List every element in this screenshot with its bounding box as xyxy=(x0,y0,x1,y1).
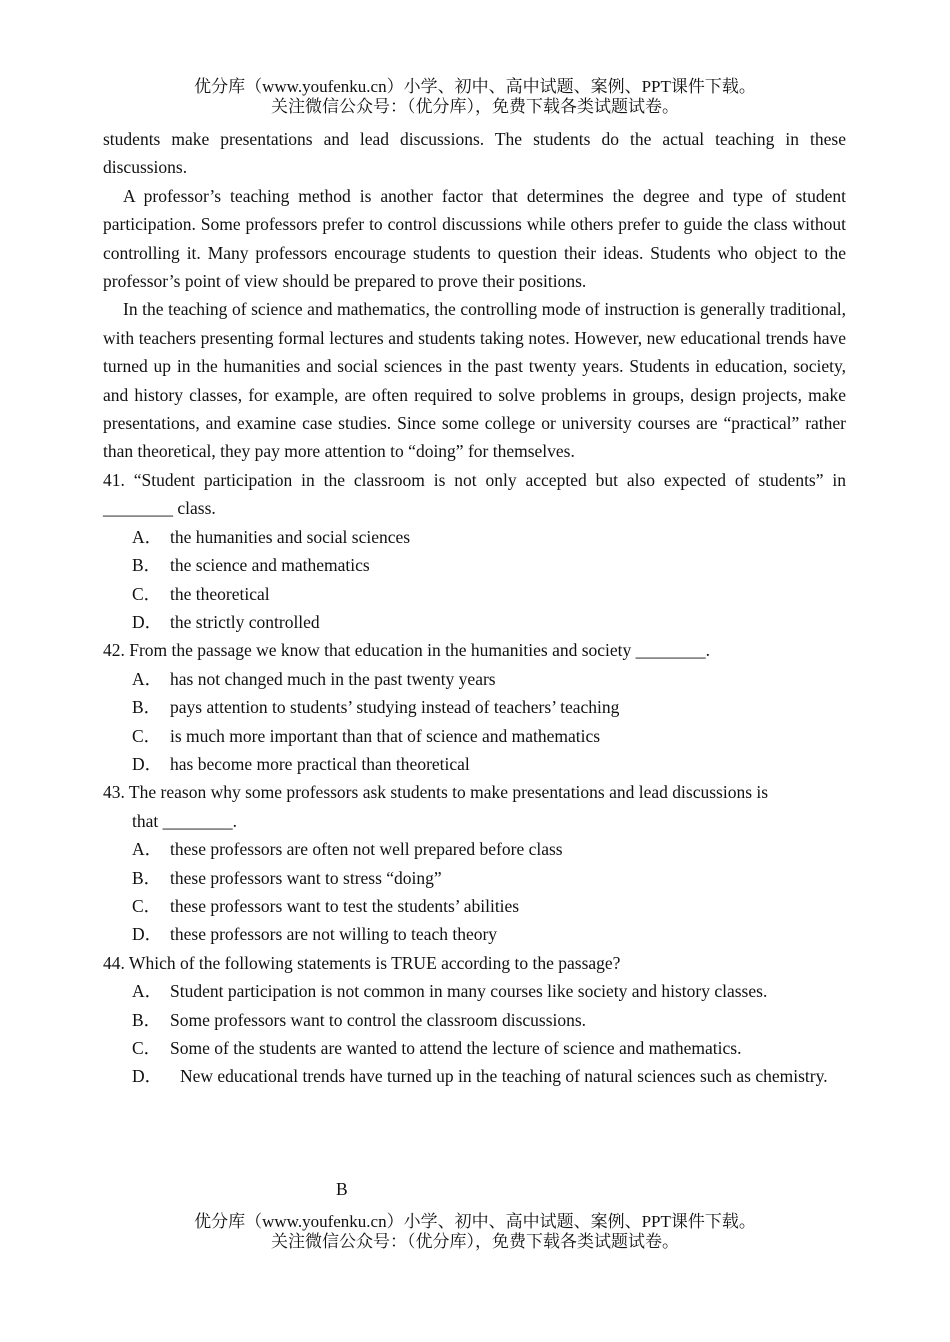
option-text: the science and mathematics xyxy=(170,555,370,576)
option-text: these professors want to stress “doing” xyxy=(170,867,442,888)
option-letter: D． xyxy=(132,611,163,632)
question-44-option-a xyxy=(103,977,846,1005)
option-text: the humanities and social sciences xyxy=(170,526,411,547)
option-letter: C． xyxy=(132,725,162,746)
option-text: Student participation is not common in many courses like society and history classes. xyxy=(170,981,768,1002)
question-44-option-d xyxy=(103,1062,846,1090)
section-label: B xyxy=(336,1179,348,1199)
header-line-2: 关注微信公众号：（优分库），免费下载各类试题试卷。 xyxy=(271,97,679,116)
question-44-option-c xyxy=(103,1034,846,1062)
option-text: has not changed much in the past twenty years xyxy=(170,668,496,689)
question-41-stem: 41. “Student participation in the classroom is not only accepted but also expected of students” in ________ class. xyxy=(103,469,846,519)
option-letter: D． xyxy=(132,1066,163,1087)
option-letter: A． xyxy=(132,981,163,1002)
footer-line-2: 关注微信公众号：（优分库），免费下载各类试题试卷。 xyxy=(271,1232,679,1251)
question-41-option-a xyxy=(103,523,846,551)
question-42-option-c xyxy=(103,722,846,750)
option-letter: A． xyxy=(132,526,163,547)
question-43-option-d xyxy=(103,920,846,948)
option-letter: A． xyxy=(132,839,163,860)
option-letter: B． xyxy=(132,555,162,576)
passage-paragraph: students make presentations and lead discussions. The students do the actual teaching in these discussions. xyxy=(103,129,846,178)
question-41-option-c xyxy=(103,580,846,608)
option-letter: B． xyxy=(132,867,162,888)
question-41-option-d xyxy=(103,608,846,636)
option-text: the theoretical xyxy=(170,583,270,604)
document-body xyxy=(103,125,846,1091)
question-42-option-b xyxy=(103,693,846,721)
option-text: these professors are often not well prepared before class xyxy=(170,839,563,860)
option-text: Some professors want to control the classroom discussions. xyxy=(170,1009,587,1030)
page-footer xyxy=(0,1212,950,1252)
passage-paragraph: In the teaching of science and mathematics, the controlling mode of instruction is generally traditional, with teachers presenting formal lectures and students taking notes. However, new educational trends have turned up in the humanities and social sciences in the past twenty years. Students in education, society, and history classes, for example, are often required to solve problems in groups, design projects, make presentations, and examine case studies. Since some college or university courses are “practical” rather than theoretical, they pay more attention to “doing” for themselves. xyxy=(103,299,846,462)
option-letter: C． xyxy=(132,895,162,916)
question-42-option-d xyxy=(103,750,846,778)
question-43-stem: 43. The reason why some professors ask students to make presentations and lead discussions is xyxy=(103,782,769,803)
question-42-option-a xyxy=(103,665,846,693)
option-text: Some of the students are wanted to attend the lecture of science and mathematics. xyxy=(170,1038,742,1058)
option-letter: B． xyxy=(132,1009,162,1030)
option-letter: C． xyxy=(132,1038,162,1058)
question-44-option-b xyxy=(103,1006,846,1034)
option-letter: D． xyxy=(132,924,163,945)
passage-paragraph: A professor’s teaching method is another factor that determines the degree and type of student participation. Some professors prefer to control discussions while others prefer to guide the class without controlling it. Many professors encourage students to question their ideas. Students who object to the professor’s point of view should be prepared to prove their positions. xyxy=(103,185,846,292)
question-43-option-b xyxy=(103,864,846,892)
option-text: is much more important than that of science and mathematics xyxy=(170,725,601,746)
option-text: the strictly controlled xyxy=(170,611,320,632)
question-43-option-a xyxy=(103,835,846,863)
question-43-option-c xyxy=(103,892,846,920)
option-text: has become more practical than theoretical xyxy=(170,753,470,774)
option-letter: C． xyxy=(132,583,162,604)
header-line-1: 优分库（www.youfenku.cn）小学、初中、高中试题、案例、PPT课件下载。 xyxy=(194,77,756,96)
question-41-option-b xyxy=(103,551,846,579)
option-letter: A． xyxy=(132,668,163,689)
question-42-stem: 42. From the passage we know that education in the humanities and society ________. xyxy=(103,640,711,661)
option-letter: D． xyxy=(132,753,163,774)
option-text: New educational trends have turned up in the teaching of natural sciences such as chemistry. xyxy=(180,1066,828,1087)
question-44-stem: 44. Which of the following statements is TRUE according to the passage? xyxy=(103,952,621,973)
option-text: these professors are not willing to teach theory xyxy=(170,924,498,945)
page-header xyxy=(0,77,950,117)
option-letter: B． xyxy=(132,697,162,718)
option-text: these professors want to test the students’ abilities xyxy=(170,895,520,916)
footer-line-1: 优分库（www.youfenku.cn）小学、初中、高中试题、案例、PPT课件下载。 xyxy=(194,1212,756,1231)
option-text: pays attention to students’ studying instead of teachers’ teaching xyxy=(170,697,620,718)
question-43-stem-continued: that ________. xyxy=(132,810,237,831)
